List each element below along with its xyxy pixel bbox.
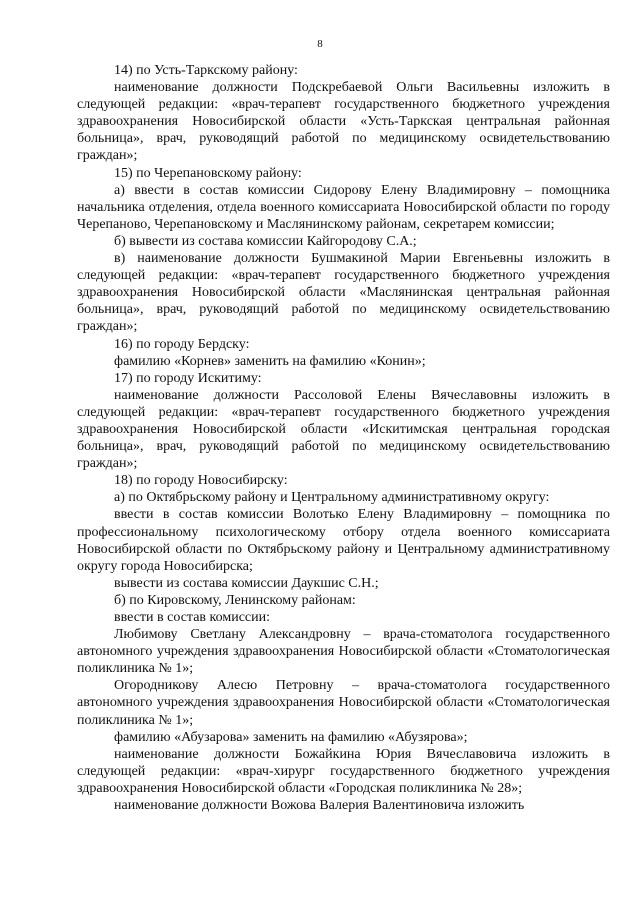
- document-body: [77, 62, 610, 814]
- paragraph-lyubimova: Любимову Светлану Александровну – врача-стоматолога государственного автономного учреждения здравоохранения Новосибирской области «Стоматологическая поликлиника № 1»;: [77, 627, 610, 677]
- paragraph-add-sidorova: а) ввести в состав комиссии Сидорову Елену Владимировну – помощника начальника отделения, отдела военного комиссариата Новосибирской области по городу Черепаново, Черепановскому и Маслянинскому районам, секретарем комиссии;: [77, 182, 610, 232]
- paragraph-ogorodnikova: Огородникову Алесю Петровну – врача-стоматолога государственного автономного учреждения здравоохранения Новосибирской области «Стоматологическая поликлиника № 1»;: [77, 678, 610, 728]
- paragraph-position-bozhaikin: наименование должности Божайкина Юрия Вячеславовича изложить в следующей редакции: «врач-хирург государственного бюджетного учреждения здравоохранения Новосибирской области «Городская поликлиника № 28»;: [77, 746, 610, 796]
- paragraph-item-17: 17) по городу Искитиму:: [114, 370, 262, 386]
- paragraph-surname-abuzyarova: фамилию «Абузарова» заменить на фамилию «Абузярова»;: [114, 729, 468, 745]
- paragraph-position-podskrebaeva: наименование должности Подскребаевой Ольги Васильевны изложить в следующей редакции: «врач-терапевт государственного бюджетного учреждения здравоохранения Новосибирской области «Усть-Таркская центральная районная больница», врач, руководящий работой по медицинскому освидетельствованию граждан»;: [77, 80, 610, 164]
- paragraph-remove-kaigorodova: б) вывести из состава комиссии Кайгородову С.А.;: [114, 233, 417, 249]
- paragraph-add-volotko: ввести в состав комиссии Волотько Елену Владимировну – помощника по профессиональному психологическому отбору отдела военного комиссариата Новосибирской области по Октябрьскому району и Центральному административному округу города Новосибирска;: [77, 507, 610, 574]
- paragraph-item-15: 15) по Черепановскому району:: [114, 165, 302, 181]
- paragraph-remove-daukshis: вывести из состава комиссии Даукшис С.Н.;: [114, 575, 379, 591]
- paragraph-kirovsky-leninsky: б) по Кировскому, Ленинскому районам:: [114, 592, 356, 608]
- paragraph-add-members: ввести в состав комиссии:: [114, 610, 271, 625]
- paragraph-item-16: 16) по городу Бердску:: [114, 336, 250, 352]
- page-number: 8: [317, 38, 323, 50]
- paragraph-oktyabrsky: а) по Октябрьскому району и Центральному административному округу:: [114, 490, 550, 506]
- paragraph-item-14: 14) по Усть-Таркскому району:: [114, 63, 298, 78]
- paragraph-position-rassolova: наименование должности Рассоловой Елены Вячеславовны изложить в следующей редакции: «врач-терапевт государственного бюджетного учреждения здравоохранения Новосибирской области «Искитимская центральная городская больница», врач, руководящий работой по медицинскому освидетельствованию граждан»;: [77, 387, 610, 472]
- paragraph-position-bushmakina: в) наименование должности Бушмакиной Марии Евгеньевны изложить в следующей редакции: «врач-терапевт государственного бюджетного учреждения здравоохранения Новосибирской области «Маслянинская центральная районная больница», врач, руководящий работой по медицинскому освидетельствованию граждан»;: [77, 251, 610, 335]
- paragraph-item-18: 18) по городу Новосибирску:: [114, 473, 288, 489]
- paragraph-surname-konin: фамилию «Корнев» заменить на фамилию «Конин»;: [114, 353, 426, 369]
- paragraph-position-vozhov: наименование должности Вожова Валерия Валентиновича изложить: [114, 798, 525, 814]
